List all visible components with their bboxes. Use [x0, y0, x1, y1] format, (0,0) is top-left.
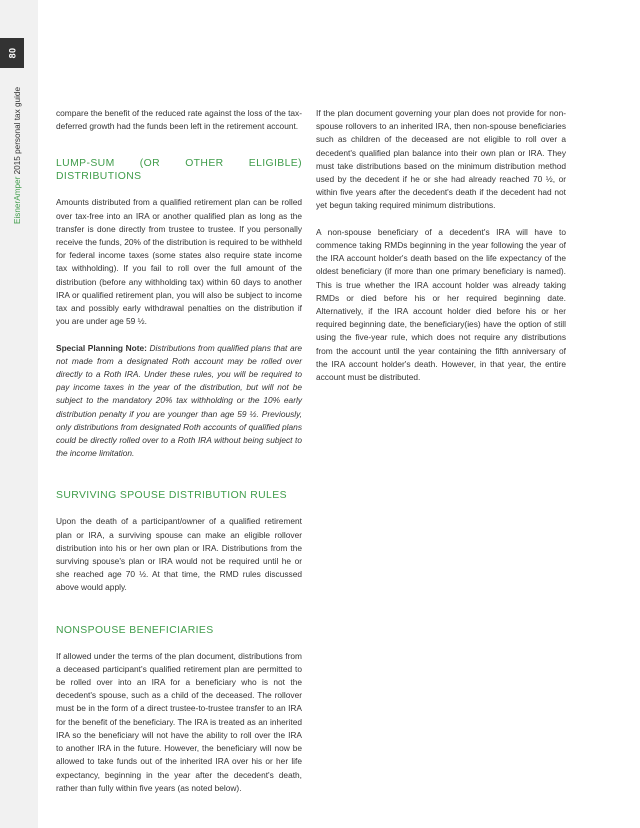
page-number: 80 [7, 47, 17, 59]
running-head [12, 74, 24, 224]
surviving-spouse-paragraph: Upon the death of a participant/owner of a qualified retirement plan or IRA, a surviving spouse can make an eligible rollover distribution into his or her own plan or IRA. Distributions from the surviving spouse's plan or IRA would not be required until he or she reached age 70 ½. At that time, the RMD rules discussed above would apply. [56, 516, 302, 593]
left-column [56, 107, 302, 795]
rmd-paragraph: A non-spouse beneficiary of a decedent's IRA will have to commence taking RMDs beginning in the year following the year of the IRA account holder's death based on the life expectancy of the oldest beneficiary (if more than one primary beneficiary is named). This is true whether the IRA account holder was already taking RMDs or died before his or her required beginning date. Alternatively, if the IRA account holder died before his or her required beginning date, the beneficiary(ies) have the option of still using the five-year rule, which does not require any distributions from the account until the year containing the fifth anniversary of the IRA account holder's death. However, in that year, the entire account must be distributed. [316, 226, 566, 383]
planning-note-text: Distributions from qualified plans that are not made from a designated Roth account may be rolled over directly to a Roth IRA. Under these rules, you will be required to pay income taxes in the year of the distribution, but will not be subject to the mandatory 20% tax withholding or the 10% early distribution penalty if you are younger than age 59 ½. Previously, only distributions from designated Roth accounts of qualified plans could be directly rolled over to a Roth IRA without being subject to the income limitation. [56, 342, 303, 459]
inherited-ira-paragraph: If the plan document governing your plan does not provide for non-spouse rollovers to an inherited IRA, then non-spouse beneficiaries such as children of the deceased are not eligible to roll over a decedent's qualified plan balance into their own plan or IRA. They must take distributions based on the minimum distribution method used by the decedent if he or she had already reached 70 ½, or within five years after the decedent's death if the decedent had not yet begun taking required minimum distributions. [316, 108, 566, 211]
nonspouse-paragraph: If allowed under the terms of the plan document, distributions from a deceased participant's qualified retirement plan are permitted to be rolled over into an IRA for a beneficiary who is not the decedent's spouse, such as a child of the deceased. The rollover must be in the form of a direct trustee-to-trustee transfer to an IRA for the benefit of the beneficiary. The IRA is treated as an inherited IRA so the beneficiary will not have the ability to roll over the IRA to another IRA in the future. However, the beneficiary will now be allowed to take funds out of the inherited IRA over his or her life expectancy, beginning in the year after the decedent's death, rather than fully within five years (as noted below). [56, 650, 302, 793]
lump-sum-heading: LUMP-SUM (OR OTHER ELIGIBLE) DISTRIBUTIONS [56, 158, 302, 183]
guide-title: 2015 personal tax guide [13, 86, 22, 177]
right-column [316, 107, 566, 384]
intro-paragraph: compare the benefit of the reduced rate against the loss of the tax-deferred growth had the funds been left in the retirement account. [56, 108, 302, 132]
planning-note-label: Special Planning Note: [56, 342, 147, 353]
page-number-tab [0, 38, 24, 68]
lump-sum-paragraph: Amounts distributed from a qualified retirement plan can be rolled over tax-free into an IRA or another qualified plan as long as the transfer is done directly from trustee to trustee. If you personally receive the funds, 20% of the distribution is required to be withheld for federal income taxes (some states also require state income tax withholding). If you fail to roll over the full amount of the distribution (before any withholding tax) within 60 days to another IRA or qualified retirement plan, you will also be subject to income tax and possibly early withdrawal penalties on the distribution if you are under age 59 ½. [56, 197, 302, 327]
special-planning-note [56, 342, 302, 461]
nonspouse-heading: NONSPOUSE BENEFICIARIES [56, 624, 214, 636]
brand-name: EisnerAmper [13, 176, 22, 224]
surviving-spouse-heading: SURVIVING SPOUSE DISTRIBUTION RULES [56, 490, 287, 502]
